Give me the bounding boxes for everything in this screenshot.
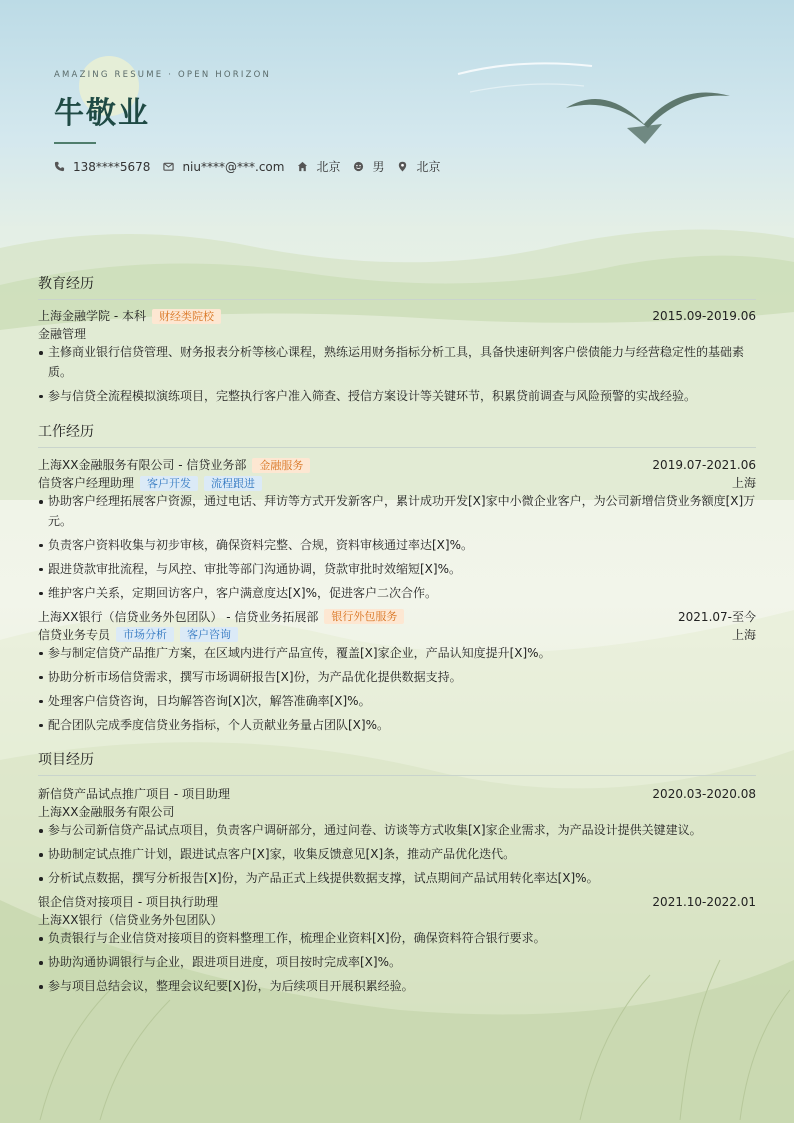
company-tag: 金融服务: [252, 458, 310, 473]
job-entry: [38, 456, 756, 603]
job-header: [38, 608, 756, 626]
school-tag: 财经类院校: [152, 309, 221, 324]
tagline: AMAZING RESUME · OPEN HORIZON: [54, 70, 272, 80]
contact-phone-text: 138****5678: [73, 159, 151, 174]
job-role-row: [38, 474, 756, 492]
job-bullets: [38, 492, 756, 603]
project-entry: [38, 893, 756, 997]
job-role: 信贷客户经理助理: [38, 476, 135, 490]
project-name: 新信贷产品试点推广项目 - 项目助理: [38, 787, 230, 801]
role-tag: 流程跟进: [204, 476, 262, 491]
location-icon: [397, 161, 408, 172]
project-org: 上海XX金融服务有限公司: [38, 805, 175, 819]
project-bullets: [38, 821, 756, 889]
mail-icon: [163, 161, 174, 172]
list-item: 处理客户信贷咨询，日均解答咨询[X]次，解答准确率[X]%。: [38, 692, 756, 712]
project-bullets: [38, 929, 756, 997]
list-item: 维护客户关系，定期回访客户，客户满意度达[X]%，促进客户二次合作。: [38, 584, 756, 604]
project-section: [38, 749, 756, 1001]
contact-gender: [353, 158, 384, 175]
education-title: 教育经历: [38, 273, 756, 300]
list-item: 参与公司新信贷产品试点项目，负责客户调研部分，通过问卷、访谈等方式收集[X]家企业需求，为产品设计提供关键建议。: [38, 821, 756, 841]
contact-list: [54, 158, 574, 175]
role-tag: 客户开发: [140, 476, 198, 491]
list-item: 协助客户经理拓展客户资源，通过电话、拜访等方式开发新客户，累计成功开发[X]家中小微企业客户，为公司新增信贷业务额度[X]万元。: [38, 492, 756, 531]
project-org: 上海XX银行（信贷业务外包团队）: [38, 913, 223, 927]
education-bullets: [38, 343, 756, 406]
list-item: 配合团队完成季度信贷业务指标，个人贡献业务量占团队[X]%。: [38, 716, 756, 736]
job-role-row: [38, 626, 756, 644]
role-tag: 客户咨询: [180, 627, 238, 642]
list-item: 协助制定试点推广计划，跟进试点客户[X]家，收集反馈意见[X]条，推动产品优化迭代。: [38, 845, 756, 865]
list-item: 协助沟通协调银行与企业，跟进项目进度，项目按时完成率[X]%。: [38, 953, 756, 973]
list-item: 协助分析市场信贷需求，撰写市场调研报告[X]份，为产品优化提供数据支持。: [38, 668, 756, 688]
contact-residence: [297, 158, 340, 175]
education-entry-header: [38, 307, 756, 325]
project-header: [38, 893, 756, 911]
role-tag: 市场分析: [116, 627, 174, 642]
work-section: [38, 421, 756, 740]
major: 金融管理: [38, 327, 87, 341]
candidate-name: 牛敬业: [54, 96, 150, 131]
contact-residence-text: 北京: [316, 160, 341, 174]
job-role: 信贷业务专员: [38, 627, 111, 642]
name-underline: [54, 142, 96, 144]
list-item: 负责银行与企业信贷对接项目的资料整理工作，梳理企业资料[X]份，确保资料符合银行要求。: [38, 929, 756, 949]
contact-location-text: 北京: [416, 160, 441, 174]
phone-icon: [54, 161, 65, 172]
contact-email: [163, 160, 284, 174]
job-bullets: [38, 644, 756, 736]
project-date: 2021.10-2022.01: [652, 895, 756, 909]
list-item: 主修商业银行信贷管理、财务报表分析等核心课程，熟练运用财务指标分析工具，具备快速研判客户偿债能力与经营稳定性的基础素质。: [38, 343, 756, 382]
school-name: 上海金融学院 - 本科: [38, 309, 146, 323]
job-entry: [38, 608, 756, 736]
project-title: 项目经历: [38, 749, 756, 776]
job-company: 上海XX银行（信贷业务外包团队） - 信贷业务拓展部: [38, 609, 319, 624]
project-header: [38, 785, 756, 803]
contact-email-text: niu****@***.com: [182, 159, 285, 174]
contact-location: [397, 158, 440, 175]
education-section: [38, 273, 756, 411]
list-item: 负责客户资料收集与初步审核，确保资料完整、合规，资料审核通过率达[X]%。: [38, 536, 756, 556]
job-date: 2019.07-2021.06: [652, 458, 756, 472]
contact-gender-text: 男: [372, 160, 385, 174]
work-title: 工作经历: [38, 421, 756, 448]
home-icon: [297, 161, 308, 172]
gender-icon: [353, 161, 364, 172]
project-name: 银企信贷对接项目 - 项目执行助理: [38, 895, 218, 909]
job-header: [38, 456, 756, 474]
project-entry: [38, 785, 756, 889]
company-tag: 银行外包服务: [324, 609, 404, 624]
list-item: 参与制定信贷产品推广方案，在区域内进行产品宣传，覆盖[X]家企业，产品认知度提升[X]%。: [38, 644, 756, 664]
list-item: 分析试点数据，撰写分析报告[X]份，为产品正式上线提供数据支撑，试点期间产品试用转化率达[X]%。: [38, 869, 756, 889]
list-item: 跟进贷款审批流程，与风控、审批等部门沟通协调，贷款审批时效缩短[X]%。: [38, 560, 756, 580]
list-item: 参与项目总结会议，整理会议纪要[X]份，为后续项目开展积累经验。: [38, 977, 756, 997]
contact-phone: [54, 160, 150, 174]
job-company: 上海XX金融服务有限公司 - 信贷业务部: [38, 458, 247, 472]
education-date: 2015.09-2019.06: [652, 309, 756, 323]
resume-header: [54, 70, 574, 175]
job-city: 上海: [731, 476, 756, 490]
job-city: 上海: [731, 627, 756, 642]
job-date: 2021.07-至今: [678, 609, 756, 624]
list-item: 参与信贷全流程模拟演练项目，完整执行客户准入筛查、授信方案设计等关键环节，积累贷前调查与风险预警的实战经验。: [38, 387, 756, 407]
project-date: 2020.03-2020.08: [652, 787, 756, 801]
